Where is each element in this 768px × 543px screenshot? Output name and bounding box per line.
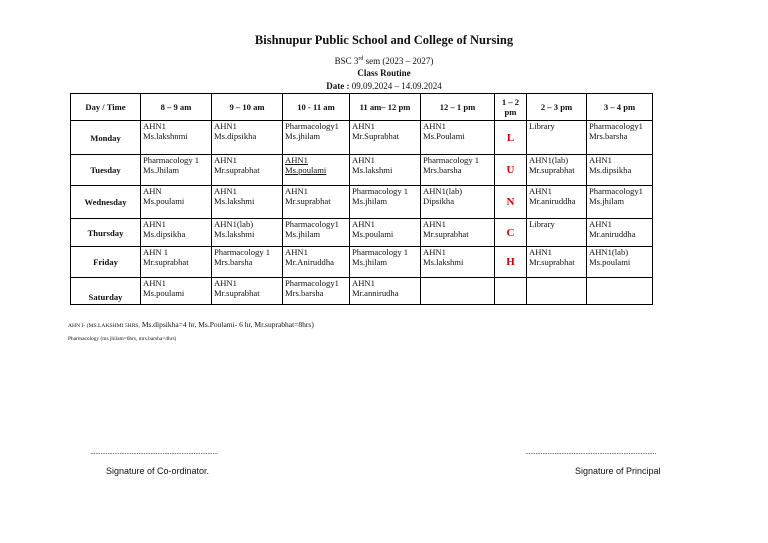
teacher-text: Ms.poulami	[589, 257, 631, 267]
teacher-text: Mrs.barsha	[285, 288, 324, 298]
teacher-text: Ms.jhilam	[352, 257, 388, 267]
day-cell: Thursday	[71, 219, 141, 247]
table-row	[71, 155, 653, 186]
class-cell	[587, 247, 653, 278]
lunch-letter: C	[506, 226, 515, 239]
day-cell: Tuesday	[71, 155, 141, 186]
subject-text: Pharmacology1	[285, 219, 339, 229]
class-cell	[527, 278, 587, 305]
subject-text: AHN1	[285, 186, 308, 196]
teacher-text: Ms.dipsikha	[589, 165, 632, 175]
class-cell	[350, 278, 421, 305]
lunch-cell	[495, 219, 527, 247]
subject-text: AHN	[143, 186, 162, 196]
course-superscript: rd	[358, 56, 364, 62]
class-cell	[350, 155, 421, 186]
class-cell	[587, 219, 653, 247]
teacher-text: Ms.dipsikha	[214, 131, 257, 141]
class-cell	[283, 219, 350, 247]
subject-text: AHN1	[214, 186, 237, 196]
teacher-text: Mr.suprabhat	[529, 165, 575, 175]
lunch-cell	[495, 121, 527, 155]
lunch-cell	[495, 247, 527, 278]
class-cell	[350, 247, 421, 278]
teacher-text: Mr.suprabhat	[214, 165, 260, 175]
subject-text: Pharmacology 1	[423, 155, 480, 165]
teacher-text: Mr.annirudha	[352, 288, 399, 298]
teacher-text: Ms.jhilam	[589, 196, 625, 206]
lunch-cell	[495, 278, 527, 305]
teacher-text: Mr.suprabhat	[143, 257, 189, 267]
subject-text: AHN1	[143, 219, 166, 229]
subject-text: AHN1(lab)	[529, 155, 569, 165]
teacher-text: Ms.poulami	[352, 229, 394, 239]
subject-text: AHN1	[529, 247, 552, 257]
teacher-text: Ms.jhilam	[285, 131, 321, 141]
subject-text: AHN1	[423, 121, 446, 131]
subject-text: AHN1	[589, 219, 612, 229]
subject-text: AHN 1	[143, 247, 169, 257]
subject-text: AHN1	[214, 278, 237, 288]
subject-text: AHN1	[352, 219, 375, 229]
day-cell: Wednesday	[71, 186, 141, 219]
course-line	[0, 56, 768, 66]
subject-text: Pharmacology1	[589, 186, 643, 196]
teacher-text: Mr.suprabhat	[285, 196, 331, 206]
header-cell: 10 - 11 am	[283, 94, 350, 121]
class-cell	[421, 278, 495, 305]
teacher-text: Ms.Jhilam	[143, 165, 180, 175]
table-row	[71, 219, 653, 247]
class-cell	[283, 278, 350, 305]
class-cell	[141, 219, 212, 247]
header-cell: 9 – 10 am	[212, 94, 283, 121]
class-cell	[527, 247, 587, 278]
class-cell	[527, 121, 587, 155]
subject-text: AHN1(lab)	[214, 219, 254, 229]
teacher-text: Mr.suprabhat	[214, 288, 260, 298]
date-label: Date :	[326, 81, 350, 91]
teacher-text: Ms.lakshnmi	[143, 131, 188, 141]
class-cell	[587, 121, 653, 155]
teacher-text: Ms.lakshmi	[214, 196, 255, 206]
school-title: Bishnupur Public School and College of Nursing	[254, 33, 514, 47]
day-cell: Saturday	[71, 278, 141, 305]
class-cell	[350, 219, 421, 247]
teacher-text: Mr.Suprabhat	[352, 131, 400, 141]
class-cell	[350, 121, 421, 155]
teacher-text: Mrs.barsha	[589, 131, 628, 141]
date-value: 09.09.2024 – 14.09.2024	[349, 81, 442, 91]
routine-title: Class Routine	[357, 68, 411, 78]
class-cell	[141, 247, 212, 278]
ahn-note-prefix: AHN I- (MS.LAKSHMI 5HRS,	[68, 323, 140, 329]
subject-text: AHN1	[352, 121, 375, 131]
class-cell	[212, 121, 283, 155]
header-cell: 2 – 3 pm	[527, 94, 587, 121]
subject-text: AHN1(lab)	[423, 186, 463, 196]
class-cell	[283, 247, 350, 278]
class-cell	[350, 186, 421, 219]
teacher-text: Ms.jhilam	[352, 196, 388, 206]
teacher-text: Ms.lakshmi	[423, 257, 464, 267]
class-cell	[141, 278, 212, 305]
teacher-text: Mr.suprabhat	[529, 257, 575, 267]
class-cell	[421, 247, 495, 278]
class-cell	[212, 219, 283, 247]
class-cell	[141, 155, 212, 186]
table-row	[71, 278, 653, 305]
table-row	[71, 121, 653, 155]
class-cell	[587, 155, 653, 186]
routine-table	[70, 93, 653, 305]
header-cell: 8 – 9 am	[141, 94, 212, 121]
table-row	[71, 186, 653, 219]
date-line	[0, 81, 768, 91]
header-row	[71, 94, 653, 121]
teacher-text: Ms.lakshmi	[352, 165, 393, 175]
class-cell	[421, 186, 495, 219]
subject-text: Pharmacology 1	[352, 186, 409, 196]
header-cell: 11 am– 12 pm	[350, 94, 421, 121]
teacher-text: Mrs.barsha	[214, 257, 253, 267]
class-cell	[421, 155, 495, 186]
lunch-letter: U	[506, 164, 515, 176]
class-cell	[587, 186, 653, 219]
teacher-text: Mr.Aniruddha	[285, 257, 334, 267]
teacher-text: Ms.lakshmi	[214, 229, 255, 239]
lunch-letter: L	[506, 131, 515, 144]
teacher-text: Ms.jhilam	[285, 229, 321, 239]
table-row	[71, 247, 653, 278]
subject-text: AHN1	[352, 278, 375, 288]
pharmacology-hours-note: Pharmacology (ms jhilam=6hrs, mrs.barsha=4hrs)	[68, 336, 177, 342]
class-cell	[421, 121, 495, 155]
principal-signature-line: ............................................................................	[525, 447, 656, 456]
teacher-text: Mr.aniruddha	[589, 229, 636, 239]
subject-text: AHN1	[589, 155, 612, 165]
subject-text: AHN1	[423, 219, 446, 229]
class-cell	[141, 121, 212, 155]
lunch-letter: N	[506, 196, 515, 208]
subject-text: AHN1	[214, 155, 237, 165]
class-cell	[587, 278, 653, 305]
class-cell	[283, 121, 350, 155]
subject-text: AHN1	[285, 155, 308, 165]
header-cell: 3 – 4 pm	[587, 94, 653, 121]
subject-text: Pharmacology 1	[143, 155, 200, 165]
class-cell	[141, 186, 212, 219]
subject-text: AHN1	[352, 155, 375, 165]
course-session: sem (2023 – 2027)	[363, 56, 434, 66]
lunch-cell	[495, 186, 527, 219]
class-cell	[527, 186, 587, 219]
subject-text: AHN1	[285, 247, 308, 257]
subject-text: AHN1	[143, 278, 166, 288]
coordinator-signature-label: Signature of Co-ordinator.	[106, 466, 210, 476]
class-cell	[212, 186, 283, 219]
ahn-note-rest: Ms.dipsikha=4 hr, Ms.Poulami- 6 hr, Mr.suprabhat=8hrs)	[139, 320, 314, 329]
subject-text: Library	[529, 121, 555, 131]
teacher-text: Ms.dipsikha	[143, 229, 186, 239]
ahn-hours-note	[68, 320, 314, 329]
lunch-cell	[495, 155, 527, 186]
principal-signature-label: Signature of Principal	[575, 466, 661, 476]
subject-text: AHN1	[529, 186, 552, 196]
day-cell: Monday	[71, 121, 141, 155]
teacher-text: Dipsikha	[423, 196, 455, 206]
teacher-text: Ms.poulami	[143, 196, 185, 206]
subject-text: AHN1	[214, 121, 237, 131]
teacher-text: Ms.poulami	[143, 288, 185, 298]
header-cell: Day / Time	[71, 94, 141, 121]
subject-text: AHN1	[143, 121, 166, 131]
class-cell	[212, 278, 283, 305]
teacher-text: Ms.Poulami	[423, 131, 465, 141]
subject-text: Pharmacology 1	[214, 247, 271, 257]
class-cell	[283, 186, 350, 219]
subject-text: Pharmacology1	[285, 121, 339, 131]
class-cell	[212, 155, 283, 186]
header-cell: 12 – 1 pm	[421, 94, 495, 121]
subject-text: AHN1(lab)	[589, 247, 629, 257]
course-text: BSC 3	[334, 56, 359, 66]
subject-text: AHN1	[423, 247, 446, 257]
class-cell	[421, 219, 495, 247]
subject-text: Library	[529, 219, 555, 229]
teacher-text: Mr.suprabhat	[423, 229, 469, 239]
subject-text: Pharmacology1	[589, 121, 643, 131]
lunch-letter: H	[506, 256, 515, 268]
day-cell: Friday	[71, 247, 141, 278]
teacher-text: Mr.aniruddha	[529, 196, 576, 206]
coordinator-signature-line: ..........................................................................	[90, 447, 218, 456]
class-cell	[283, 155, 350, 186]
class-cell	[527, 219, 587, 247]
class-cell	[527, 155, 587, 186]
subject-text: Pharmacology1	[285, 278, 339, 288]
teacher-text: Mrs.barsha	[423, 165, 462, 175]
class-cell	[212, 247, 283, 278]
subject-text: Pharmacology 1	[352, 247, 409, 257]
teacher-text: Ms.poulami	[285, 165, 327, 175]
header-cell: 1 – 2 pm	[495, 94, 527, 121]
